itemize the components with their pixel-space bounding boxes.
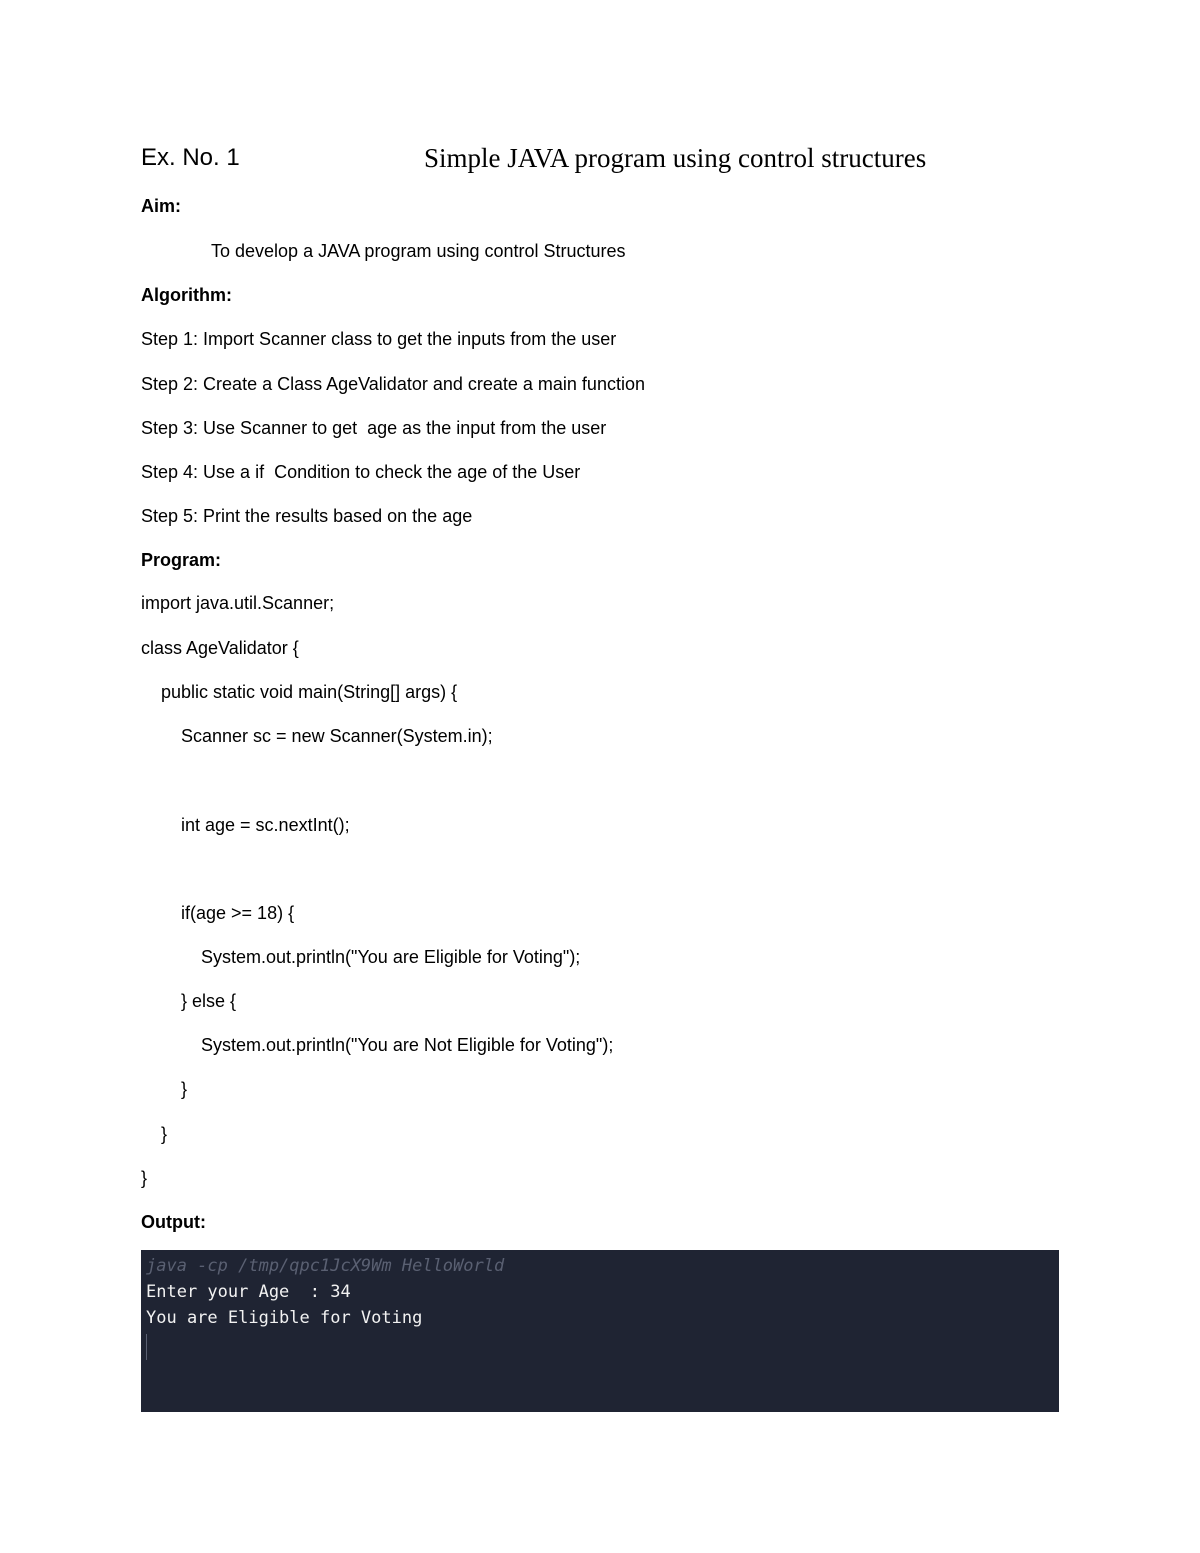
step-label: Step 3: [141, 418, 199, 438]
terminal-line: You are Eligible for Voting [146, 1308, 423, 1328]
step-label: Step 1: [141, 329, 199, 349]
algorithm-step [141, 330, 616, 348]
code-line: public static void main(String[] args) { [161, 682, 458, 702]
program-heading: Program: [141, 550, 222, 570]
code-line: } [141, 1168, 148, 1188]
algorithm-step [141, 419, 606, 437]
step-text: Use Scanner to get age as the input from the user [198, 418, 607, 438]
code-line: if(age >= 18) { [181, 903, 295, 923]
algorithm-heading: Algorithm: [141, 285, 232, 305]
step-text: Create a Class AgeValidator and create a main function [198, 374, 645, 394]
code-line: } [181, 1079, 188, 1099]
code-line: } else { [181, 991, 237, 1011]
code-line: System.out.println("You are Eligible for Voting"); [201, 947, 581, 967]
terminal-command: java -cp /tmp/qpc1JcX9Wm HelloWorld [146, 1256, 505, 1276]
algorithm-step [141, 463, 580, 481]
terminal-line: Enter your Age : 34 [146, 1282, 351, 1302]
step-label: Step 5: [141, 506, 199, 526]
terminal-output-screenshot [141, 1250, 1059, 1412]
step-text: Print the results based on the age [198, 506, 473, 526]
code-line: System.out.println("You are Not Eligible for Voting"); [201, 1035, 614, 1055]
aim-text: To develop a JAVA program using control Structures [211, 241, 626, 261]
exercise-number: Ex. No. 1 [141, 144, 240, 171]
algorithm-step [141, 375, 645, 393]
code-line: int age = sc.nextInt(); [181, 815, 350, 835]
code-line: } [161, 1124, 168, 1144]
code-line: import java.util.Scanner; [141, 593, 335, 613]
step-text: Import Scanner class to get the inputs from the user [198, 329, 617, 349]
page-title: Simple JAVA program using control structures [424, 143, 927, 173]
output-heading: Output: [141, 1212, 206, 1232]
aim-heading: Aim: [141, 196, 181, 216]
algorithm-step [141, 507, 472, 525]
code-line: class AgeValidator { [141, 638, 299, 658]
code-line: Scanner sc = new Scanner(System.in); [181, 726, 493, 746]
step-label: Step 2: [141, 374, 199, 394]
step-text: Use a if Condition to check the age of the User [198, 462, 581, 482]
step-label: Step 4: [141, 462, 199, 482]
terminal-cursor [146, 1334, 147, 1360]
